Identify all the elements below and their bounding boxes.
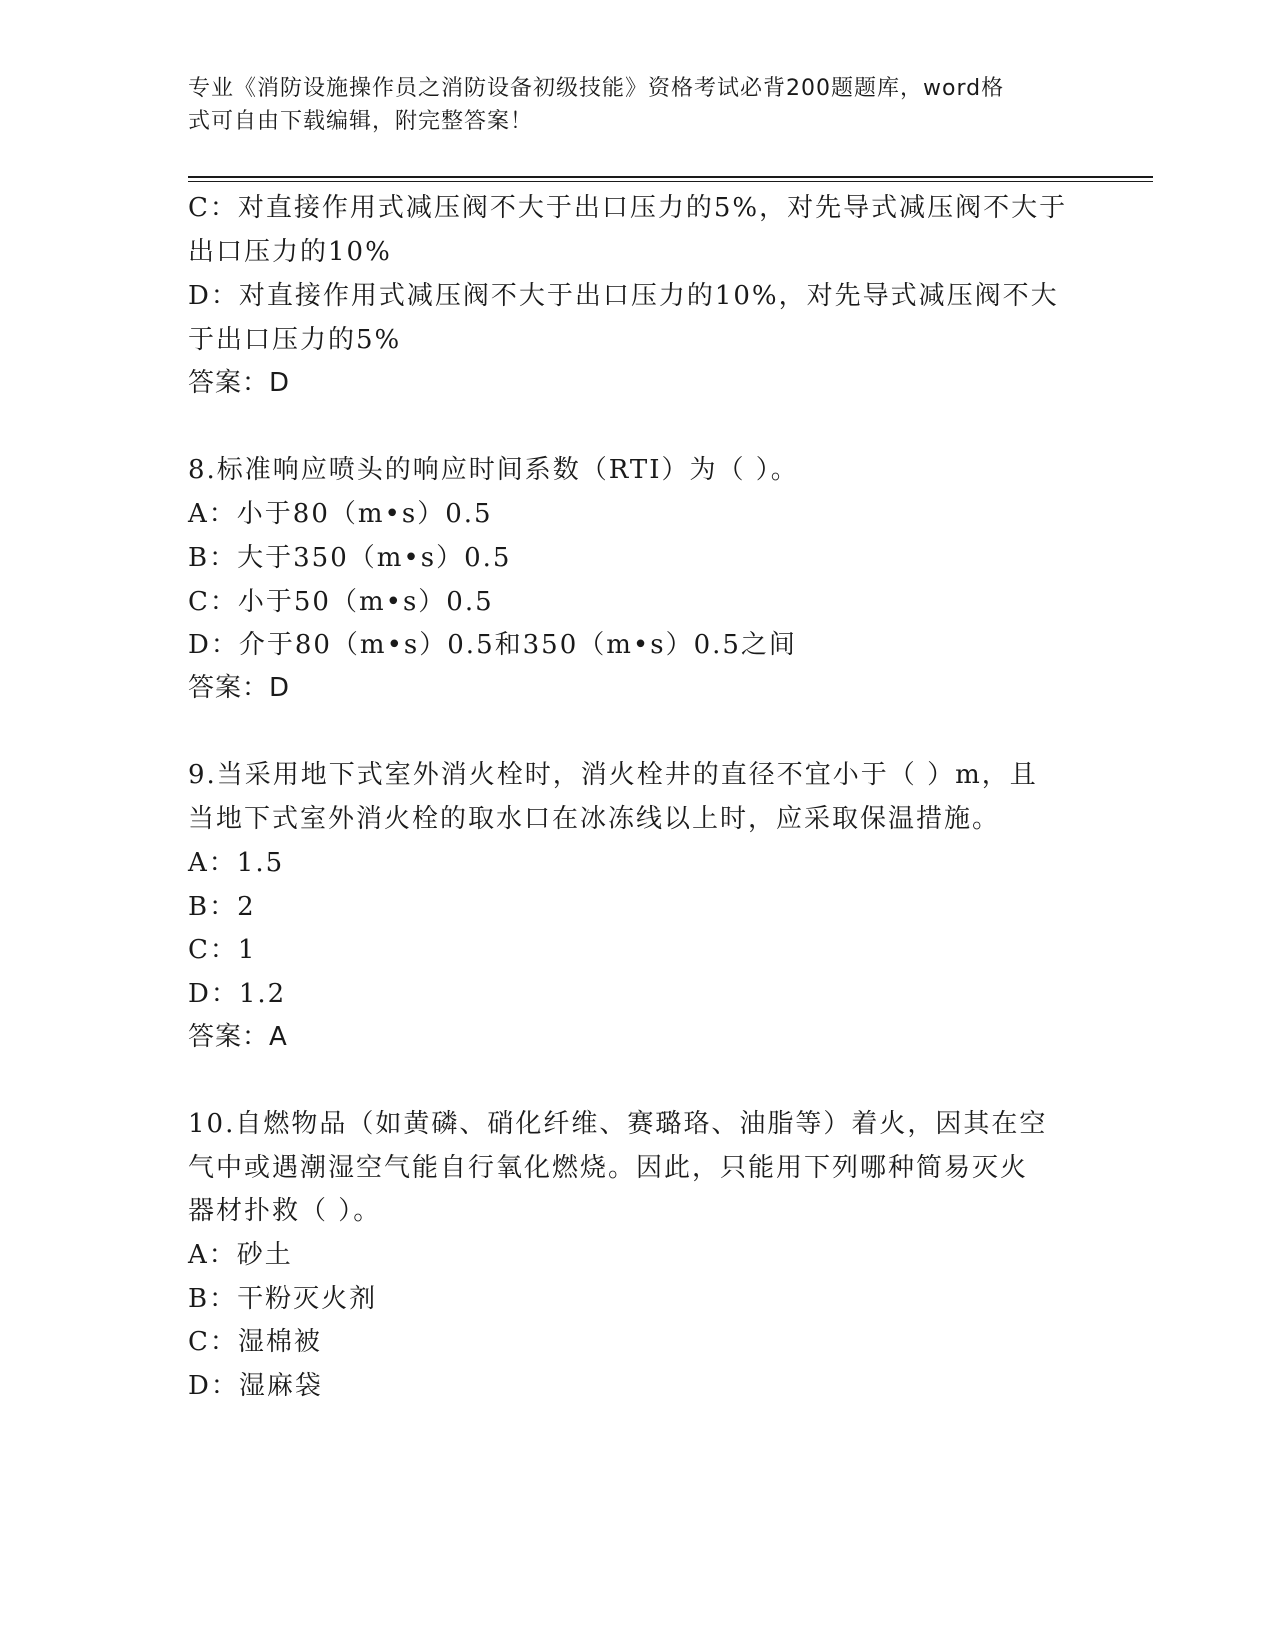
q9-question-line-1: 9.当采用地下式室外消火栓时，消火栓井的直径不宜小于（ ）m，且 — [188, 760, 1038, 790]
q10-question-line-1: 10.自燃物品（如黄磷、硝化纤维、赛璐珞、油脂等）着火，因其在空 — [188, 1109, 1048, 1139]
q9-answer: 答案：A — [188, 1022, 288, 1052]
q9-question-line-2: 当地下式室外消火栓的取水口在冰冻线以上时，应采取保温措施。 — [188, 804, 1001, 834]
q9-option-d: D：1.2 — [188, 979, 287, 1009]
q8-question: 8.标准响应喷头的响应时间系数（RTI）为（ ）。 — [188, 455, 799, 485]
q7-option-d-line-2: 于出口压力的5% — [188, 325, 402, 355]
q10-option-c: C：湿棉被 — [188, 1327, 322, 1357]
header-line-1: 专业《消防设施操作员之消防设备初级技能》资格考试必背200题题库，word格 — [188, 76, 1005, 101]
document-header — [188, 72, 1088, 138]
header-rule-thick — [188, 176, 1153, 178]
header-rule-thin — [188, 181, 1153, 182]
q9-option-b: B：2 — [188, 892, 256, 922]
q7-option-d-line-1: D：对直接作用式减压阀不大于出口压力的10%，对先导式减压阀不大 — [188, 281, 1059, 311]
q8-option-b: B：大于350（m•s）0.5 — [188, 543, 512, 573]
q8-option-d: D：介于80（m•s）0.5和350（m•s）0.5之间 — [188, 630, 797, 660]
q10-option-b: B：干粉灭火剂 — [188, 1284, 378, 1314]
q8-answer: 答案：D — [188, 673, 291, 703]
q9-option-c: C：1 — [188, 935, 257, 965]
q10-option-d: D：湿麻袋 — [188, 1371, 323, 1401]
q10-question-line-3: 器材扑救（ ）。 — [188, 1196, 382, 1226]
header-line-2: 式可自由下载编辑，附完整答案！ — [188, 109, 534, 134]
q8-option-a: A：小于80（m•s）0.5 — [188, 499, 493, 529]
q7-option-c-line-2: 出口压力的10% — [188, 237, 392, 267]
q7-answer: 答案：D — [188, 368, 291, 398]
q10-question-line-2: 气中或遇潮湿空气能自行氧化燃烧。因此，只能用下列哪种简易灭火 — [188, 1153, 1029, 1183]
q9-option-a: A：1.5 — [188, 848, 285, 878]
q7-option-c-line-1: C：对直接作用式减压阀不大于出口压力的5%，对先导式减压阀不大于 — [188, 193, 1068, 223]
q10-option-a: A：砂土 — [188, 1240, 293, 1270]
q8-option-c: C：小于50（m•s）0.5 — [188, 587, 494, 617]
